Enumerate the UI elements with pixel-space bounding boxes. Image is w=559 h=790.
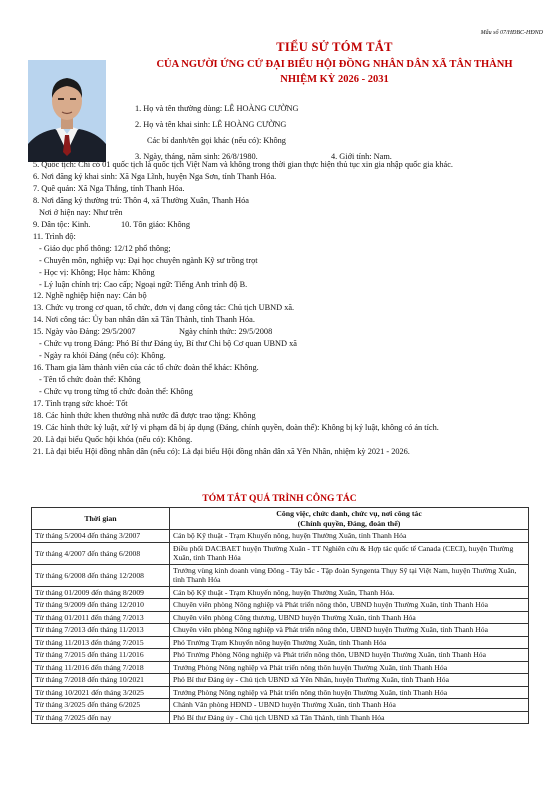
portrait-photo [28, 60, 106, 162]
row-job: Trưởng Phòng Nông nghiệp và Phát triển nông thôn huyện Thường Xuân, tỉnh Thanh Hóa [170, 686, 529, 698]
row-time: Từ tháng 3/2025 đến tháng 6/2025 [32, 699, 170, 711]
table-row [32, 674, 529, 686]
row-job: Phó Bí thư Đảng ủy - Chủ tịch UBND xã Tân Thành, tỉnh Thanh Hóa [170, 711, 529, 723]
document-subtitle-1: CỦA NGƯỜI ỨNG CỬ ĐẠI BIỂU HỘI ĐỒNG NHÂN DÂN XÃ TÂN THÀNH [156, 58, 513, 70]
row-job: Điều phối DACBAET huyện Thường Xuân - TT Nghiên cứu & Hợp tác quốc tế Canada (CECI), huyện Thường Xuân, tỉnh Thanh Hóa [170, 542, 529, 564]
birth-registration: 6. Nơi đăng ký khai sinh: Xã Nga Lĩnh, huyện Nga Sơn, tỉnh Thanh Hóa. [33, 171, 277, 181]
row-time: Từ tháng 6/2008 đến tháng 12/2008 [32, 564, 170, 586]
academic-degree: - Học vị: Không; Học hàm: Không [39, 267, 155, 277]
table-row [32, 599, 529, 611]
professional-qualification: - Chuyên môn, nghiệp vụ: Đại học chuyên ngành Kỹ sư trồng trọt [39, 255, 258, 265]
gender: 4. Giới tính: Nam. [331, 151, 392, 161]
row-time: Từ tháng 11/2013 đến tháng 7/2015 [32, 636, 170, 648]
row-time: Từ tháng 5/2004 đến tháng 3/2007 [32, 530, 170, 542]
row-job: Phó Trưởng Phòng Nông nghiệp và Phát triển nông thôn, UBND huyện Thường Xuân, tỉnh Thanh Hóa [170, 649, 529, 661]
table-row [32, 564, 529, 586]
ethnicity-religion-row [33, 220, 548, 230]
workplace: 14. Nơi công tác: Ủy ban nhân dân xã Tân Thành, tỉnh Thanh Hóa. [33, 315, 255, 325]
row-job: Trưởng vùng kinh doanh vùng Đông - Tây bắc - Tập đoàn Syngenta Thụy Sỹ tại Việt Nam, huyện Thường Xuân, tỉnh Thanh Hóa [170, 564, 529, 586]
organization-positions: - Chức vụ trong từng tổ chức đoàn thể: Không [39, 387, 193, 397]
hometown: 7. Quê quán: Xã Nga Thắng, tỉnh Thanh Hóa. [33, 183, 185, 193]
party-dates-row [33, 327, 548, 337]
date-of-birth: 3. Ngày, tháng, năm sinh: 26/8/1980. [135, 151, 258, 161]
row-job: Chuyên viên phòng Công thương, UBND huyện Thường Xuân, tỉnh Thanh Hóa [170, 611, 529, 623]
table-row [32, 711, 529, 723]
table-row [32, 636, 529, 648]
header-time: Thời gian [32, 508, 170, 530]
nationality: 5. Quốc tịch: Chỉ có 01 quốc tịch là quốc tịch Việt Nam và không trong thời gian thực hiện thủ tục xin gia nhập quốc gia khác. [33, 160, 453, 169]
health-status: 17. Tình trạng sức khoẻ: Tốt [33, 399, 128, 409]
portrait-image [28, 60, 106, 162]
row-time: Từ tháng 11/2016 đến tháng 7/2018 [32, 661, 170, 673]
occupation: 12. Nghề nghiệp hiện nay: Cán bộ [33, 291, 147, 301]
current-position: 13. Chức vụ trong cơ quan, tổ chức, đơn vị đang công tác: Chủ tịch UBND xã. [33, 303, 295, 313]
document-title-block [120, 40, 549, 86]
row-job: Cán bộ Kỹ thuật - Trạm Khuyến nông, huyện Thường Xuân, Thanh Hóa. [170, 586, 529, 598]
header-job-line-1: Công việc, chức danh, chức vụ, nơi công tác [276, 509, 422, 518]
table-row [32, 661, 529, 673]
table-row [32, 611, 529, 623]
biography-section [33, 160, 548, 459]
education-heading: 11. Trình độ: [33, 231, 76, 241]
identity-section [135, 104, 545, 167]
religion: 10. Tôn giáo: Không [121, 219, 190, 229]
national-assembly-delegate: 20. Là đại biểu Quốc hội khóa (nếu có): Không. [33, 434, 193, 444]
table-row [32, 586, 529, 598]
current-residence: Nơi ở hiện nay: Như trên [39, 207, 123, 217]
general-education: - Giáo dục phổ thông: 12/12 phổ thông; [39, 243, 171, 253]
row-job: Phó Trưởng Trạm Khuyến nông huyện Thường Xuân, tỉnh Thanh Hóa [170, 636, 529, 648]
political-theory-language: - Lý luận chính trị: Cao cấp; Ngoại ngữ: Tiếng Anh trình độ B. [39, 279, 248, 289]
row-time: Từ tháng 10/2021 đến tháng 3/2025 [32, 686, 170, 698]
party-official-date: Ngày chính thức: 29/5/2008 [179, 327, 273, 337]
table-row [32, 624, 529, 636]
table-row [32, 542, 529, 564]
organization-names: - Tên tổ chức đoàn thể: Không [39, 375, 141, 385]
birth-name: 2. Họ và tên khai sinh: LÊ HOÀNG CƯỜNG [135, 119, 287, 129]
row-time: Từ tháng 4/2007 đến tháng 6/2008 [32, 542, 170, 564]
row-job: Chuyên viên phòng Nông nghiệp và Phát triển nông thôn, UBND huyện Thường Xuân, tỉnh Thanh Hóa [170, 599, 529, 611]
party-join-date: 15. Ngày vào Đảng: 29/5/2007 [33, 327, 136, 337]
work-history-title: TÓM TẮT QUÁ TRÌNH CÔNG TÁC [202, 494, 357, 504]
awards: 18. Các hình thức khen thưởng nhà nước đã được trao tặng: Không [33, 411, 256, 421]
document-subtitle-2: NHIỆM KỲ 2026 - 2031 [280, 73, 389, 85]
row-job: Chuyên viên phòng Nông nghiệp và Phát triển nông thôn, UBND huyện Thường Xuân, tỉnh Thanh Hóa [170, 624, 529, 636]
row-job: Cán bộ Kỹ thuật - Trạm Khuyến nông, huyện Thường Xuân, tỉnh Thanh Hóa [170, 530, 529, 542]
row-time: Từ tháng 7/2015 đến tháng 11/2016 [32, 649, 170, 661]
work-history-table [31, 507, 529, 724]
table-row [32, 686, 529, 698]
form-code: Mẫu số 07/HĐBC-HĐND [480, 30, 543, 36]
common-name: 1. Họ và tên thường dùng: LÊ HOÀNG CƯỜNG [135, 104, 299, 113]
header-job-line-2: (Chính quyền, Đảng, đoàn thể) [297, 518, 401, 528]
permanent-residence: 8. Nơi đăng ký thường trú: Thôn 4, xã Thường Xuân, Thanh Hóa [33, 195, 249, 205]
party-leave-date: - Ngày ra khỏi Đảng (nếu có): Không. [39, 351, 166, 361]
council-delegate: 21. Là đại biểu Hội đồng nhân dân (nếu có): Là đại biểu Hội đồng nhân dân xã Yên Nhân, nhiệm kỳ 2021 - 2026. [33, 446, 410, 456]
row-time: Từ tháng 01/2011 đến tháng 7/2013 [32, 611, 170, 623]
ethnicity: 9. Dân tộc: Kinh. [33, 219, 91, 229]
table-row [32, 649, 529, 661]
row-time: Từ tháng 7/2018 đến tháng 10/2021 [32, 674, 170, 686]
row-job: Chánh Văn phòng HĐND - UBND huyện Thường Xuân, tỉnh Thanh Hóa [170, 699, 529, 711]
row-time: Từ tháng 9/2009 đến tháng 12/2010 [32, 599, 170, 611]
row-job: Trưởng Phòng Nông nghiệp và Phát triển nông thôn huyện Thường Xuân, tỉnh Thanh Hóa [170, 661, 529, 673]
table-header-row [32, 508, 529, 530]
row-time: Từ tháng 01/2009 đến tháng 8/2009 [32, 586, 170, 598]
document-title: TIỂU SỬ TÓM TẮT [276, 40, 393, 54]
organizations: 16. Tham gia làm thành viên của các tổ chức đoàn thể khác: Không. [33, 363, 259, 373]
row-time: Từ tháng 7/2013 đến tháng 11/2013 [32, 624, 170, 636]
alias: Các bí danh/tên gọi khác (nếu có): Không [147, 135, 286, 145]
row-time: Từ tháng 7/2025 đến nay [32, 711, 170, 723]
header-job [170, 508, 529, 530]
party-position: - Chức vụ trong Đảng: Phó Bí thư Đảng ủy, Bí thư Chi bộ Cơ quan UBND xã [39, 339, 297, 349]
discipline: 19. Các hình thức kỷ luật, xử lý vi phạm đã bị áp dụng (Đảng, chính quyền, đoàn thể): Không bị kỷ luật, không có án tích. [33, 422, 439, 432]
table-row [32, 530, 529, 542]
table-row [32, 699, 529, 711]
row-job: Phó Bí thư Đảng ủy - Chủ tịch UBND xã Yên Nhân, huyện Thường Xuân, tỉnh Thanh Hóa [170, 674, 529, 686]
